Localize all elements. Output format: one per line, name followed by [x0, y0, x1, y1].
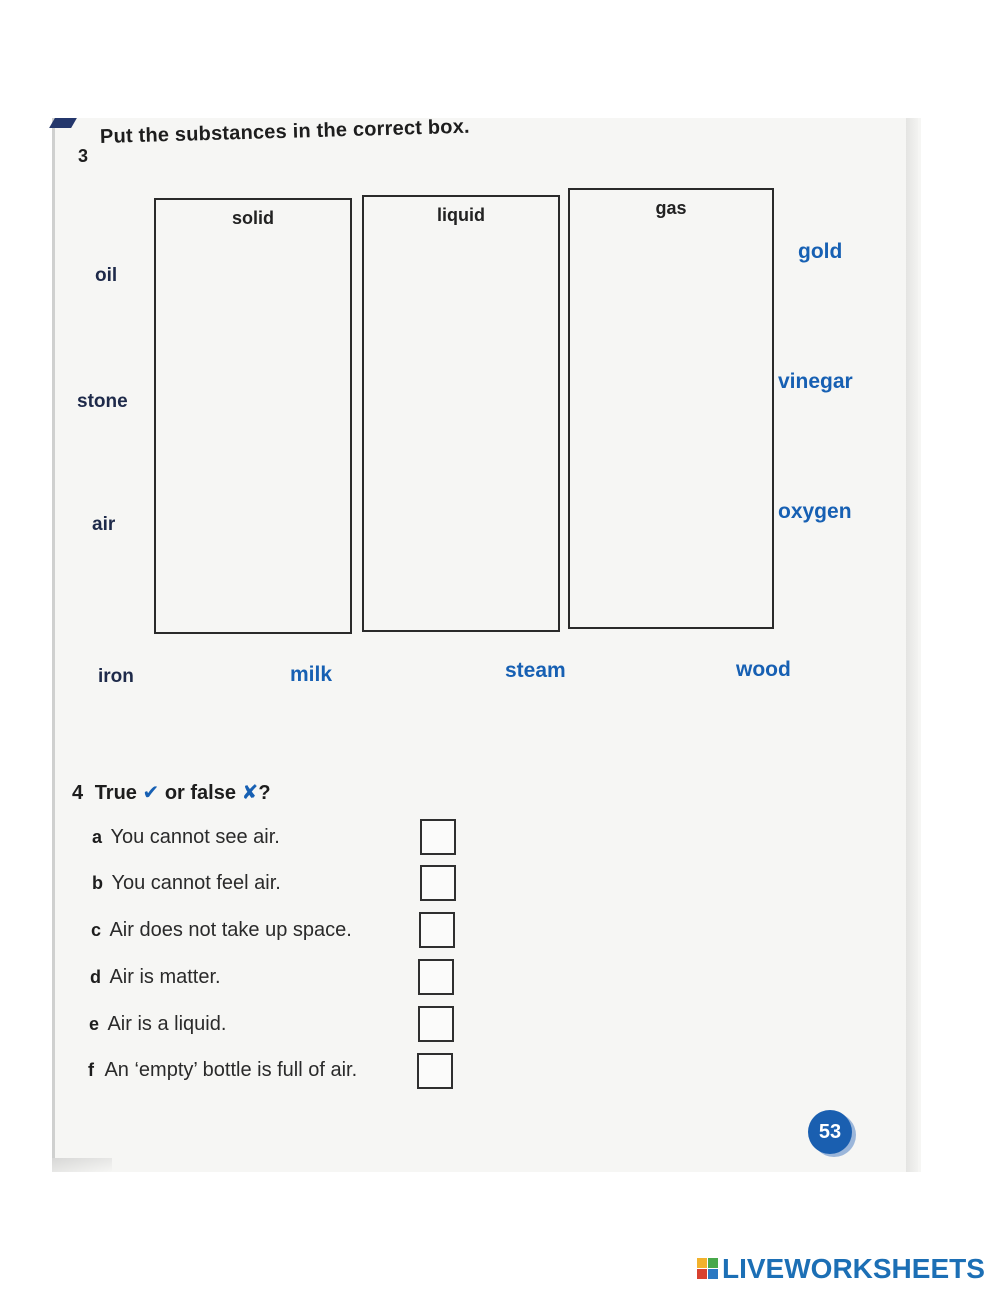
word-oxygen[interactable]: oxygen	[778, 500, 852, 523]
statement-text: You cannot feel air.	[111, 872, 281, 894]
exercise-3-title: Put the substances in the correct box.	[99, 115, 471, 148]
exercise-3-number: 3	[78, 146, 89, 166]
answer-box-e[interactable]	[418, 1006, 454, 1042]
statement-b	[92, 872, 281, 895]
word-oil[interactable]: oil	[95, 265, 118, 286]
statement-text: You cannot see air.	[110, 826, 280, 848]
answer-box-a[interactable]	[420, 819, 456, 855]
gas-box[interactable]	[568, 188, 774, 629]
solid-box[interactable]	[154, 198, 352, 634]
statement-a	[92, 826, 280, 849]
word-steam[interactable]: steam	[505, 659, 566, 682]
word-wood[interactable]: wood	[736, 658, 791, 681]
liquid-box-header: liquid	[437, 205, 485, 225]
statement-c	[91, 919, 352, 942]
statement-text: Air is matter.	[109, 966, 221, 988]
statement-d	[90, 966, 221, 989]
true-label: True	[94, 782, 137, 804]
exercise-4-header	[72, 780, 271, 805]
or-false-label: or false	[164, 782, 236, 804]
liveworksheets-brand	[697, 1255, 985, 1283]
liveworksheets-logo-icon	[697, 1258, 719, 1280]
statement-letter: a	[92, 827, 103, 847]
question-mark: ?	[258, 782, 271, 804]
answer-box-c[interactable]	[419, 912, 455, 948]
answer-box-b[interactable]	[420, 865, 456, 901]
statement-e	[89, 1013, 226, 1036]
statement-letter: e	[89, 1014, 100, 1034]
brand-name: LIVEWORKSHEETS	[722, 1253, 985, 1284]
page-edge-shade	[906, 118, 918, 1172]
statement-letter: d	[90, 967, 101, 987]
answer-box-d[interactable]	[418, 959, 454, 995]
statement-text: An ‘empty’ bottle is full of air.	[104, 1059, 358, 1081]
word-gold[interactable]: gold	[798, 240, 843, 263]
word-iron[interactable]: iron	[98, 666, 134, 687]
answer-box-f[interactable]	[417, 1053, 453, 1089]
gas-box-header: gas	[655, 198, 687, 218]
statement-letter: c	[91, 920, 102, 940]
exercise-4-number: 4	[72, 782, 84, 804]
statement-letter: b	[92, 873, 103, 893]
word-stone[interactable]: stone	[77, 391, 128, 412]
page-bottom-shade	[52, 1158, 112, 1172]
check-icon: ✔	[142, 782, 160, 804]
statement-f	[88, 1059, 357, 1082]
statement-text: Air is a liquid.	[107, 1013, 227, 1035]
page-number: 53	[808, 1110, 852, 1154]
liquid-box[interactable]	[362, 195, 560, 632]
cross-icon: ✘	[241, 782, 259, 804]
word-vinegar[interactable]: vinegar	[778, 370, 853, 393]
statement-letter: f	[88, 1060, 94, 1080]
solid-box-header: solid	[231, 208, 274, 228]
word-milk[interactable]: milk	[290, 663, 333, 686]
word-air[interactable]: air	[92, 514, 116, 535]
statement-text: Air does not take up space.	[109, 919, 352, 941]
